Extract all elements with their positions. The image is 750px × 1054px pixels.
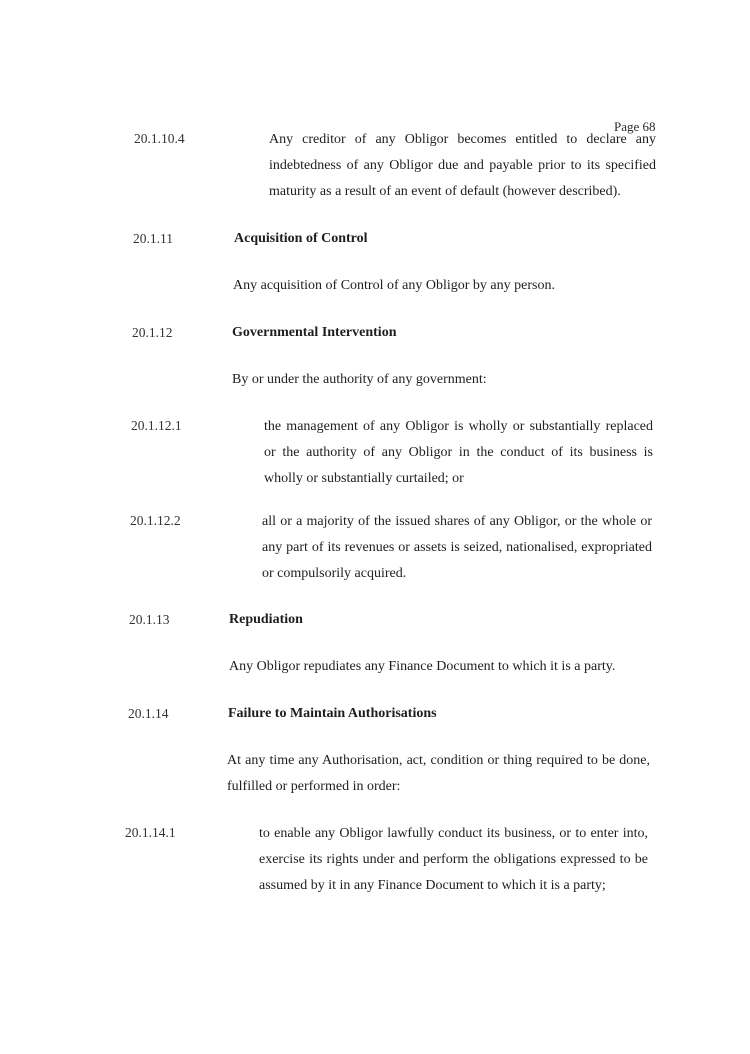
text-line: to enable any Obligor lawfully conduct its business, or to enter into, [259, 826, 648, 841]
clause-number: 20.1.12.2 [130, 513, 181, 528]
clause-number: 20.1.12 [132, 325, 173, 340]
clause-number: 20.1.13 [129, 612, 170, 627]
text-line: or the authority of any Obligor in the conduct of its business is [264, 445, 653, 460]
clause-text [229, 654, 615, 680]
clause-text [259, 821, 648, 899]
text-line: assumed by it in any Finance Document to which it is a party; [259, 878, 606, 893]
text-line: fulfilled or performed in order: [227, 779, 401, 794]
clause-number: 20.1.12.1 [131, 418, 182, 433]
text-line: By or under the authority of any government: [232, 372, 487, 387]
clause-number: 20.1.14.1 [125, 825, 176, 840]
text-line: all or a majority of the issued shares of any Obligor, or the whole or [262, 514, 652, 529]
text-line: Any Obligor repudiates any Finance Document to which it is a party. [229, 659, 616, 674]
text-line: At any time any Authorisation, act, condition or thing required to be done, [227, 753, 650, 768]
text-line: any part of its revenues or assets is seized, nationalised, expropriated [262, 540, 652, 555]
clause-number: 20.1.11 [133, 231, 173, 246]
clause-text [262, 509, 652, 587]
clause-heading: Failure to Maintain Authorisations [228, 706, 437, 721]
clause-text [269, 127, 656, 205]
text-line: indebtedness of any Obligor due and payable prior to its specified [269, 158, 656, 173]
text-line: Any acquisition of Control of any Obligor by any person. [233, 278, 555, 293]
clause-heading: Repudiation [229, 612, 303, 627]
clause-heading: Governmental Intervention [232, 325, 397, 340]
clause-text [232, 367, 487, 393]
clause-text [264, 414, 653, 492]
text-line: or compulsorily acquired. [262, 566, 407, 581]
clause-heading: Acquisition of Control [234, 231, 368, 246]
clause-number: 20.1.10.4 [134, 131, 185, 146]
text-line: wholly or substantially curtailed; or [264, 471, 464, 486]
text-line: exercise its rights under and perform the obligations expressed to be [259, 852, 648, 867]
text-line: Any creditor of any Obligor becomes entitled to declare any [269, 132, 656, 147]
text-line: maturity as a result of an event of default (however described). [269, 184, 621, 199]
text-line: the management of any Obligor is wholly or substantially replaced [264, 419, 653, 434]
clause-text [227, 748, 650, 800]
page-number: Page 68 [614, 119, 656, 134]
clause-number: 20.1.14 [128, 706, 169, 721]
clause-text [233, 273, 555, 299]
